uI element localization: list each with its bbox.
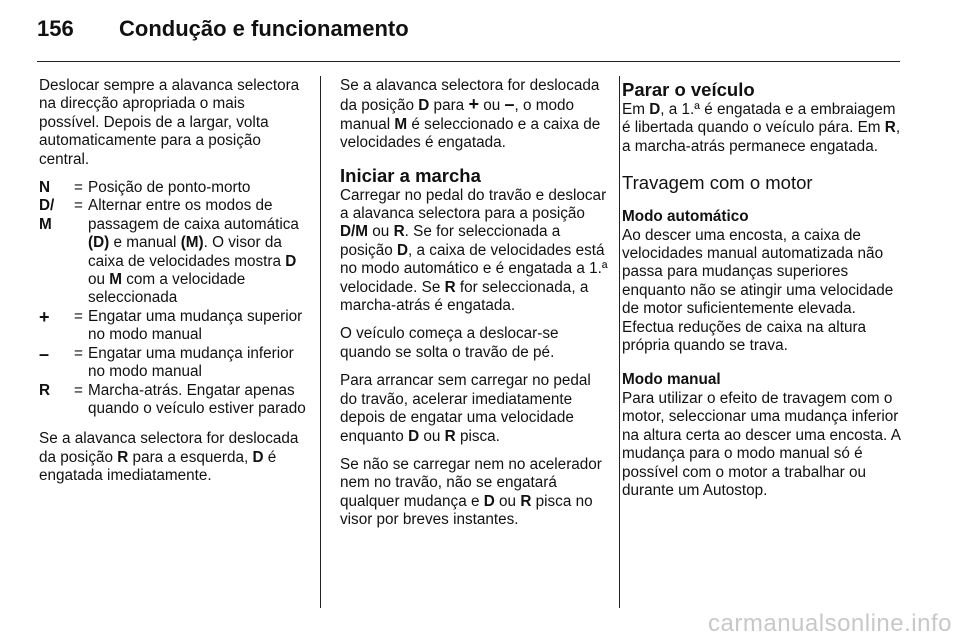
definition-equals: = bbox=[74, 381, 83, 399]
definition-value: Engatar uma mudança superior no modo manual bbox=[88, 307, 303, 344]
minus-icon: – bbox=[39, 343, 50, 364]
manual-mode-paragraph: Se a alavanca selectora for deslocada da posição D para + ou –, o modo manual M é seleccionado e a caixa de velocidades é engatada. bbox=[340, 77, 601, 152]
section-heading-engine-braking: Travagem com o motor bbox=[622, 172, 813, 194]
intro-paragraph: Deslocar sempre a alavanca selectora na direcção apropriada o mais possível. Depois de a largar, volta automaticamente para a posição central. bbox=[39, 77, 300, 168]
page-title: Condução e funcionamento bbox=[119, 16, 409, 41]
definition-row-r bbox=[39, 382, 307, 419]
definition-value: Alternar entre os modos de passagem de caixa automática (D) e manual (M). O visor da caixa de velocidades mostra D ou M com a velocidade seleccionada bbox=[88, 197, 299, 307]
definition-equals: = bbox=[74, 307, 83, 325]
definition-equals: = bbox=[74, 179, 83, 197]
selector-positions-list bbox=[39, 179, 307, 418]
page-header bbox=[37, 16, 409, 42]
definition-row-n bbox=[39, 179, 307, 197]
column-3 bbox=[622, 77, 904, 510]
start-paragraph: Carregar no pedal do travão e deslocar a alavanca selectora para a posição D/M ou R. Se for seleccionada a posição D, a caixa de velocidades está no modo automático e é engatada a 1.ª velocidade. Se R for seleccionada, a marcha-atrás é engatada. bbox=[340, 186, 608, 315]
column-divider-left bbox=[320, 76, 321, 608]
start-without-brake-paragraph: Para arrancar sem carregar no pedal do travão, acelerar imediatamente depois de engatar uma velocidade enquanto D ou R pisca. bbox=[340, 372, 591, 445]
definition-row-minus bbox=[39, 345, 307, 382]
stop-paragraph: Em D, a 1.ª é engatada e a embraiagem é libertada quando o veículo pára. Em R, a marcha-atrás permanece engatada. bbox=[622, 101, 901, 155]
minus-icon: – bbox=[504, 94, 515, 115]
manual-mode-braking-paragraph: Para utilizar o efeito de travagem com o motor, seleccionar uma mudança inferior na altura certa ao descer uma encosta. A mudança para o modo manual só é possível com o motor a trabalhar ou durante um Autostop. bbox=[622, 389, 901, 499]
no-gear-paragraph: Se não se carregar nem no acelerador nem no travão, não se engatará qualquer mudança e D ou R pisca no visor por breves instantes. bbox=[340, 455, 602, 529]
definition-key: R bbox=[39, 381, 51, 399]
column-1 bbox=[39, 77, 307, 496]
definition-value: Engatar uma mudança inferior no modo manual bbox=[88, 344, 294, 381]
section-heading-stop: Parar o veículo bbox=[622, 79, 755, 100]
column-2 bbox=[340, 77, 608, 540]
definition-key: N bbox=[39, 179, 51, 197]
vehicle-moves-paragraph: O veículo começa a deslocar-se quando se solta o travão de pé. bbox=[340, 325, 559, 361]
definition-row-plus bbox=[39, 308, 307, 345]
watermark: carmanualsonline.info bbox=[708, 610, 952, 637]
definition-value: Marcha-atrás. Engatar apenas quando o veículo estiver parado bbox=[88, 381, 306, 417]
automatic-mode-paragraph: Ao descer uma encosta, a caixa de velocidades manual automatizada não passa para mudanças superiores enquanto não se atingir uma velocidade de motor suficientemente elevada. Efectua reduções de caixa na altura própria quando se trava. bbox=[622, 226, 894, 355]
column-divider-right bbox=[619, 76, 620, 608]
definition-key: D/ M bbox=[39, 197, 55, 233]
section-heading-start: Iniciar a marcha bbox=[340, 164, 481, 186]
plus-icon: + bbox=[468, 94, 479, 115]
definition-equals: = bbox=[74, 344, 83, 362]
header-rule bbox=[37, 61, 900, 62]
subheading-manual-mode: Modo manual bbox=[622, 371, 721, 389]
definition-row-dm bbox=[39, 197, 307, 307]
definition-equals: = bbox=[74, 197, 83, 215]
definition-value: Posição de ponto-morto bbox=[88, 179, 251, 197]
plus-icon: + bbox=[39, 306, 50, 327]
subheading-automatic-mode: Modo automático bbox=[622, 208, 749, 226]
reverse-left-paragraph: Se a alavanca selectora for deslocada da posição R para a esquerda, D é engatada imediatamente. bbox=[39, 430, 299, 485]
page-number: 156 bbox=[37, 16, 74, 41]
